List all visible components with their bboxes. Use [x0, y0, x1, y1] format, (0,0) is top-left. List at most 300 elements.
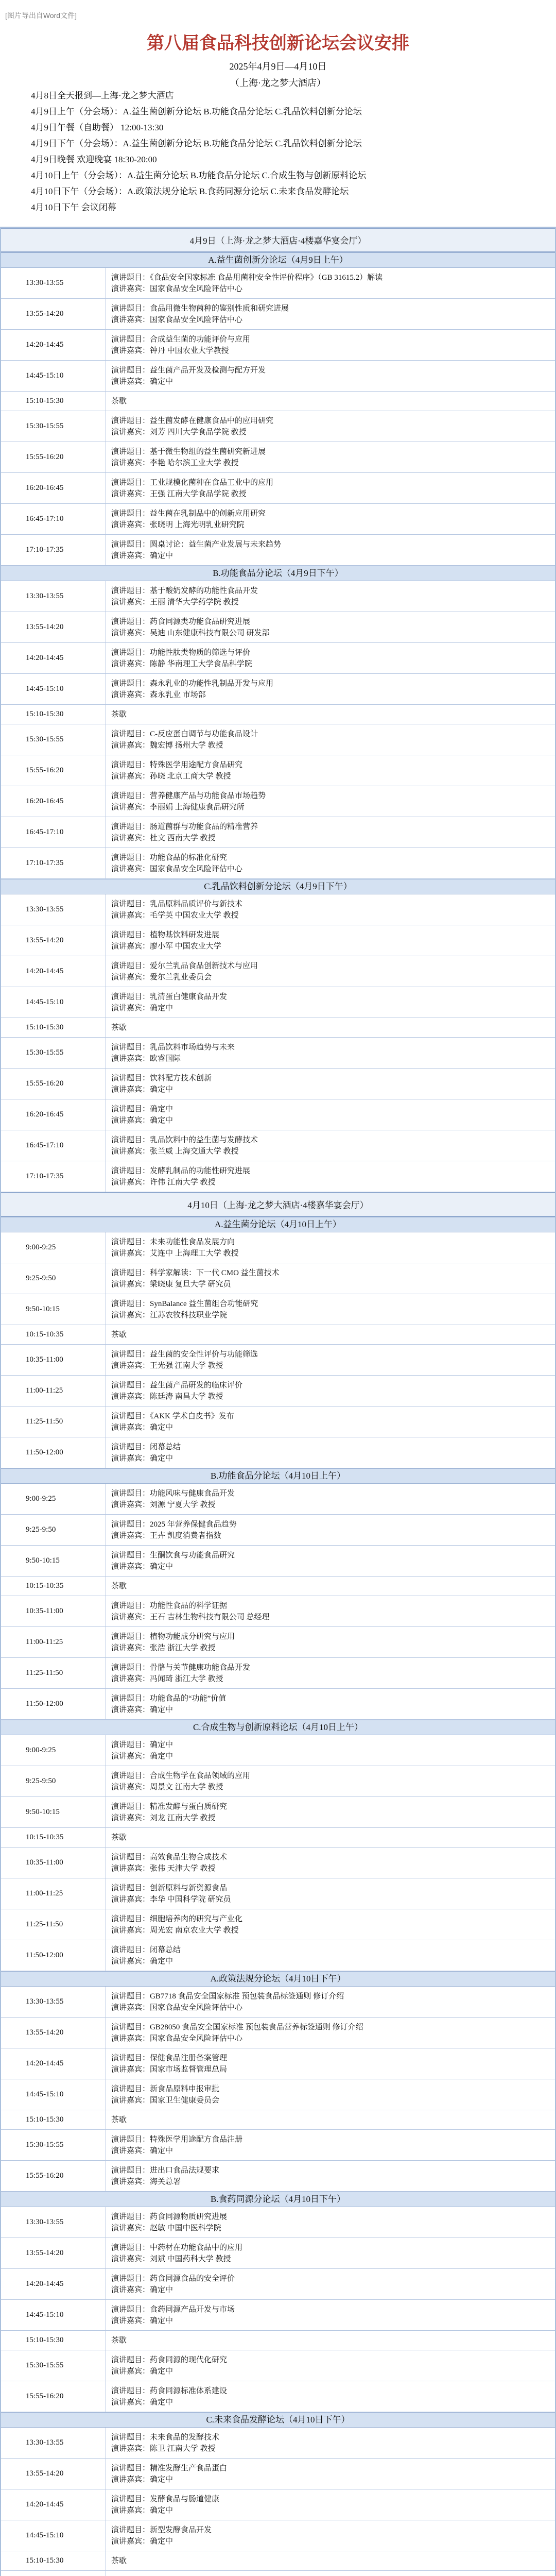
- session-time: 14:20-14:45: [26, 967, 64, 975]
- session-details: [106, 330, 555, 360]
- session-details: [106, 1658, 555, 1688]
- session-time: 9:50-10:15: [26, 1556, 60, 1565]
- session-topic: 演讲题目：闭幕总结: [111, 1945, 181, 1954]
- table-row: [1, 1766, 555, 1797]
- session-details: [106, 2130, 555, 2160]
- session-details: [106, 755, 555, 786]
- session-details: [106, 2079, 555, 2110]
- session-details: [106, 1263, 555, 1294]
- session-time: 16:20-16:45: [26, 1110, 64, 1118]
- table-row: [1, 1828, 555, 1848]
- table-row: [1, 330, 555, 361]
- session-speaker: 演讲嘉宾：王石 吉林生物科技有限公司 总经理: [111, 1613, 270, 1621]
- session-topic: 演讲题目：未来食品的发酵技术: [111, 2433, 220, 2442]
- session-topic: 演讲题目：GB28050 食品安全国家标准 预包装食品营养标签通则 修订介绍: [111, 2023, 363, 2031]
- session-topic: 茶歇: [111, 2115, 127, 2124]
- overview-line: 4月10日下午 会议闭幕: [31, 202, 116, 212]
- session-topic: 演讲题目：基于微生物组的益生菌研究新进展: [111, 447, 266, 456]
- session-topic: 茶歇: [111, 397, 127, 405]
- table-row: [1, 643, 555, 674]
- session-details: [106, 1909, 555, 1940]
- session-topic: 演讲题目：药食同源类功能食品研究进展: [111, 617, 251, 626]
- session-topic: 演讲题目：确定中: [111, 1105, 173, 1113]
- session-topic: 演讲题目：高效食品生物合成技术: [111, 1853, 228, 1861]
- session-details: [106, 2238, 555, 2268]
- table-row: [1, 925, 555, 956]
- session-speaker: 演讲嘉宾：确定中: [111, 1116, 173, 1125]
- session-speaker: 演讲嘉宾：张晓明 上海光明乳业研究院: [111, 520, 245, 529]
- table-row: [1, 2551, 555, 2571]
- session-topic: 演讲题目：合成生物学在食品领域的应用: [111, 1771, 251, 1780]
- table-row: [1, 1627, 555, 1658]
- session-time: 14:45-15:10: [26, 998, 64, 1006]
- session-topic: 演讲题目：工业规模化菌种在食品工业中的应用: [111, 478, 274, 487]
- session-details: [106, 1766, 555, 1797]
- session-topic: 演讲题目：功能食品的“功能”价值: [111, 1694, 227, 1703]
- session-details: [106, 411, 555, 442]
- table-row: [1, 2079, 555, 2110]
- table-row: [1, 2571, 555, 2576]
- session-time: 9:50-10:15: [26, 1305, 60, 1313]
- table-row: [1, 674, 555, 705]
- session-details: [106, 1797, 555, 1827]
- session-details: [106, 1232, 555, 1263]
- session-topic: 茶歇: [111, 2336, 127, 2345]
- session-time: 14:45-15:10: [26, 2531, 64, 2539]
- session-time: 10:15-10:35: [26, 1833, 64, 1841]
- session-time: 9:25-9:50: [26, 1274, 56, 1282]
- conference-venue: （上海·龙之梦大酒店）: [230, 78, 326, 88]
- session-topic: 演讲题目：药食同源物质研究进展: [111, 2212, 228, 2221]
- session-time: 15:30-15:55: [26, 2361, 64, 2369]
- session-speaker: 演讲嘉宾：确定中: [111, 551, 173, 560]
- session-speaker: 演讲嘉宾：国家食品安全风险评估中心: [111, 865, 243, 873]
- session-topic: 演讲题目：C-反应蛋白调节与功能食品设计: [111, 730, 258, 738]
- session-time: 14:20-14:45: [26, 2059, 64, 2067]
- session-speaker: 演讲嘉宾：国家卫生健康委员会: [111, 2096, 220, 2105]
- session-speaker: 演讲嘉宾：确定中: [111, 1562, 173, 1571]
- overview-line: 4月9日晚餐 欢迎晚宴 18:30-20:00: [31, 155, 157, 164]
- session-time: 13:55-14:20: [26, 936, 64, 944]
- table-row: [1, 535, 555, 566]
- session-topic: 演讲题目：食品用微生物菌种的鉴别性质和研究进展: [111, 304, 289, 313]
- session-speaker: 演讲嘉宾：周光宏 南京农业大学 教授: [111, 1926, 239, 1935]
- session-topic: 演讲题目：闭幕总结: [111, 1443, 181, 1451]
- table-row: [1, 1232, 555, 1263]
- session-time: 11:00-11:25: [26, 1638, 63, 1646]
- session-speaker: 演讲嘉宾：王光强 江南大学 教授: [111, 1361, 223, 1370]
- session-time: 13:30-13:55: [26, 1997, 64, 2006]
- session-details: [106, 1828, 555, 1847]
- session-details: [106, 2489, 555, 2520]
- session-time: 9:25-9:50: [26, 1526, 56, 1534]
- table-row: [1, 504, 555, 535]
- session-speaker: 演讲嘉宾：确定中: [111, 2506, 173, 2515]
- session-time: 14:45-15:10: [26, 2311, 64, 2319]
- session-details: [106, 1940, 555, 1971]
- session-speaker: 演讲嘉宾：李艳 哈尔滨工业大学 教授: [111, 459, 239, 467]
- table-row: [1, 2350, 555, 2381]
- session-speaker: 演讲嘉宾：李丽娟 上海健康食品研究所: [111, 803, 245, 811]
- table-row: [1, 2161, 555, 2192]
- table-row: [1, 755, 555, 786]
- session-time: 13:55-14:20: [26, 2469, 64, 2478]
- session-topic: 演讲题目：2025 年营养保健食品趋势: [111, 1520, 237, 1529]
- session-speaker: 演讲嘉宾：确定中: [111, 2316, 173, 2325]
- session-time: 11:50-12:00: [26, 1700, 63, 1708]
- session-topic: 演讲题目：骨骼与关节健康功能食品开发: [111, 1663, 251, 1672]
- session-time: 15:30-15:55: [26, 2141, 64, 2149]
- session-topic: 演讲题目：细胞培养肉的研究与产业化: [111, 1914, 243, 1923]
- session-speaker: 演讲嘉宾：杜文 西南大学 教授: [111, 834, 216, 842]
- table-row: [1, 2520, 555, 2551]
- session-topic: 茶歇: [111, 1023, 127, 1032]
- session-speaker: 演讲嘉宾：确定中: [111, 1423, 173, 1432]
- table-row: [1, 1161, 555, 1192]
- session-time: 16:20-16:45: [26, 797, 64, 805]
- session-speaker: 演讲嘉宾：张兰威 上海交通大学 教授: [111, 1147, 239, 1156]
- session-time: 15:55-16:20: [26, 1079, 64, 1088]
- session-details: [106, 1987, 555, 2017]
- session-speaker: 演讲嘉宾：毛学英 中国农业大学 教授: [111, 911, 239, 920]
- session-details: [106, 2551, 555, 2570]
- session-speaker: 演讲嘉宾：确定中: [111, 1085, 173, 1094]
- session-details: [106, 2428, 555, 2458]
- session-topic: 演讲题目：益生菌在乳制品中的创新应用研究: [111, 509, 266, 518]
- session-details: [106, 2300, 555, 2330]
- session-topic: 演讲题目：基于酸奶发酵的功能性食品开发: [111, 586, 258, 595]
- session-topic: 演讲题目：植物基饮料研发进展: [111, 930, 220, 939]
- session-topic: 演讲题目：GB7718 食品安全国家标准 预包装食品标签通则 修订介绍: [111, 1992, 344, 2001]
- session-time: 17:10-17:35: [26, 859, 64, 867]
- session-topic: 茶歇: [111, 710, 127, 719]
- session-topic: 演讲题目：新型发酵食品开发: [111, 2526, 212, 2534]
- session-time: 9:00-9:25: [26, 1746, 56, 1754]
- session-details: [106, 1627, 555, 1657]
- session-speaker: 演讲嘉宾：张浩 浙江大学 教授: [111, 1643, 216, 1652]
- session-time: 14:20-14:45: [26, 2500, 64, 2509]
- session-time: 16:20-16:45: [26, 484, 64, 492]
- session-time: 13:30-13:55: [26, 2218, 64, 2226]
- session-speaker: 演讲嘉宾：刘源 宁夏大学 教授: [111, 1500, 216, 1509]
- session-speaker: 演讲嘉宾：确定中: [111, 2398, 173, 2406]
- session-details: [106, 705, 555, 724]
- session-time: 9:50-10:15: [26, 1808, 60, 1816]
- session-topic: 演讲题目：肠道菌群与功能食品的精准营养: [111, 822, 258, 831]
- session-details: [106, 504, 555, 534]
- table-row: [1, 581, 555, 612]
- session-details: [106, 2207, 555, 2238]
- session-time: 16:45-17:10: [26, 828, 64, 836]
- schedule-table: [0, 227, 556, 2576]
- table-row: [1, 1940, 555, 1971]
- session-speaker: 演讲嘉宾：森永乳业 市场部: [111, 690, 206, 699]
- session-time: 15:55-16:20: [26, 453, 64, 461]
- session-details: [106, 1376, 555, 1406]
- session-time: 15:10-15:30: [26, 2115, 64, 2124]
- session-time: 13:30-13:55: [26, 592, 64, 600]
- session-time: 14:45-15:10: [26, 2090, 64, 2098]
- table-row: [1, 2459, 555, 2489]
- session-topic: 演讲题目：益生菌产品开发及检测与配方开发: [111, 366, 266, 375]
- day-banner: 4月10日（上海·龙之梦大酒店·4楼嘉华宴会厅）: [1, 1192, 555, 1217]
- session-details: [106, 268, 555, 298]
- session-topic: 演讲题目：乳品原料品质评价与新技术: [111, 900, 243, 908]
- table-row: [1, 1689, 555, 1720]
- table-row: [1, 1038, 555, 1069]
- session-speaker: 演讲嘉宾：确定中: [111, 2146, 173, 2155]
- session-details: [106, 1596, 555, 1626]
- table-row: [1, 817, 555, 848]
- table-row: [1, 1069, 555, 1099]
- session-speaker: 演讲嘉宾：确定中: [111, 377, 173, 386]
- session-time: 9:00-9:25: [26, 1495, 56, 1503]
- session-details: [106, 1689, 555, 1719]
- forum-heading: A.益生菌创新分论坛（4月9日上午）: [1, 252, 555, 268]
- forum-heading: C.未来食品发酵论坛（4月10日下午）: [1, 2412, 555, 2428]
- session-speaker: 演讲嘉宾：冯闻琦 浙江大学 教授: [111, 1674, 223, 1683]
- session-speaker: 演讲嘉宾：艾连中 上海理工大学 教授: [111, 1249, 239, 1258]
- session-speaker: 演讲嘉宾：陈廷涛 南昌大学 教授: [111, 1392, 223, 1401]
- session-time: 13:55-14:20: [26, 2028, 64, 2037]
- session-time: 13:30-13:55: [26, 905, 64, 913]
- session-topic: 演讲题目：益生菌产品研发的临床评价: [111, 1381, 243, 1389]
- table-row: [1, 2300, 555, 2331]
- session-speaker: 演讲嘉宾：陈静 华南理工大学食品科学院: [111, 659, 252, 668]
- session-speaker: 演讲嘉宾：确定中: [111, 2367, 173, 2376]
- session-details: [106, 956, 555, 987]
- overview-line: 4月9日上午（分会场）：A.益生菌创新分论坛 B.功能食品分论坛 C.乳品饮料创新分论坛: [31, 107, 362, 116]
- session-speaker: 演讲嘉宾：陈卫 江南大学 教授: [111, 2444, 216, 2453]
- table-row: [1, 1325, 555, 1345]
- table-row: [1, 2489, 555, 2520]
- session-details: [106, 1848, 555, 1878]
- session-details: [106, 894, 555, 925]
- session-topic: 演讲题目：新食品原料申报审批: [111, 2084, 220, 2093]
- session-speaker: 演讲嘉宾：确定中: [111, 1454, 173, 1463]
- table-row: [1, 2428, 555, 2459]
- session-speaker: 演讲嘉宾：王强 江南大学食品学院 教授: [111, 489, 247, 498]
- session-time: 14:20-14:45: [26, 2280, 64, 2288]
- session-topic: 茶歇: [111, 1582, 127, 1590]
- session-topic: 演讲题目：精准发酵生产食品蛋白: [111, 2464, 228, 2472]
- table-row: [1, 987, 555, 1018]
- session-topic: 演讲题目：森永乳业的功能性乳制品开发与应用: [111, 679, 274, 688]
- table-row: [1, 1515, 555, 1546]
- session-time: 15:10-15:30: [26, 710, 64, 718]
- table-row: [1, 2238, 555, 2269]
- session-topic: 演讲题目：营养健康产品与功能食品市场趋势: [111, 791, 266, 800]
- session-speaker: 演讲嘉宾：国家食品安全风险评估中心: [111, 315, 243, 324]
- session-topic: 演讲题目：食药同源产品开发与市场: [111, 2305, 235, 2314]
- session-speaker: 演讲嘉宾：刘龙 江南大学 教授: [111, 1814, 216, 1822]
- session-speaker: 演讲嘉宾：李华 中国科学院 研究员: [111, 1895, 231, 1904]
- session-speaker: 演讲嘉宾：确定中: [111, 2475, 173, 2484]
- session-details: [106, 1515, 555, 1545]
- table-row: [1, 1596, 555, 1627]
- session-details: [106, 612, 555, 642]
- forum-heading: C.乳品饮料创新分论坛（4月9日下午）: [1, 879, 555, 894]
- session-time: 15:10-15:30: [26, 2336, 64, 2344]
- session-details: [106, 1161, 555, 1192]
- table-row: [1, 1130, 555, 1161]
- table-row: [1, 1878, 555, 1909]
- session-time: 15:55-16:20: [26, 766, 64, 774]
- session-speaker: 演讲嘉宾：刘芳 四川大学食品学院 教授: [111, 428, 247, 436]
- session-topic: 演讲题目：功能风味与健康食品开发: [111, 1489, 235, 1498]
- session-time: 10:15-10:35: [26, 1582, 64, 1590]
- table-row: [1, 724, 555, 755]
- table-row: [1, 1484, 555, 1515]
- session-time: 15:30-15:55: [26, 1048, 64, 1057]
- session-speaker: 演讲嘉宾：国家食品安全风险评估中心: [111, 2034, 243, 2043]
- session-topic: 演讲题目：乳品饮料市场趋势与未来: [111, 1043, 235, 1052]
- session-topic: 演讲题目：《食品安全国家标准 食品用菌种安全性评价程序》（GB 31615.2）解读: [111, 273, 383, 282]
- page-title: 第八届食品科技创新论坛会议安排: [147, 34, 409, 53]
- session-time: 15:10-15:30: [26, 397, 64, 405]
- session-speaker: 演讲嘉宾：确定中: [111, 1752, 173, 1760]
- session-topic: 茶歇: [111, 2556, 127, 2565]
- session-details: [106, 535, 555, 565]
- session-time: 14:45-15:10: [26, 685, 64, 693]
- day-banner: 4月9日（上海·龙之梦大酒店·4楼嘉华宴会厅）: [1, 228, 555, 252]
- session-topic: 演讲题目：进出口食品法规要求: [111, 2166, 220, 2175]
- session-details: [106, 1130, 555, 1161]
- session-details: [106, 2048, 555, 2079]
- table-row: [1, 1294, 555, 1325]
- session-time: 9:00-9:25: [26, 1243, 56, 1251]
- session-speaker: 演讲嘉宾：周景文 江南大学 教授: [111, 1783, 223, 1791]
- session-topic: 演讲题目：保健食品注册备案管理: [111, 2054, 228, 2062]
- session-time: [1, 2571, 106, 2576]
- session-details: [106, 2331, 555, 2350]
- export-source-label: [图片导出自Word文件]: [5, 11, 77, 20]
- session-time: 11:25-11:50: [26, 1920, 63, 1928]
- overview-line: 4月9日下午（分会场）：A.益生菌创新分论坛 B.功能食品分论坛 C.乳品饮料创新分论坛: [31, 139, 362, 148]
- table-row: [1, 956, 555, 987]
- table-row: [1, 2381, 555, 2412]
- session-speaker: 演讲嘉宾：国家市场监督管理总局: [111, 2065, 228, 2074]
- session-details: [106, 786, 555, 817]
- table-row: [1, 705, 555, 724]
- session-details: [106, 1735, 555, 1766]
- table-row: [1, 361, 555, 392]
- session-topic: 演讲题目：精准发酵与蛋白质研究: [111, 1802, 228, 1811]
- table-row: [1, 1735, 555, 1766]
- session-speaker: 演讲嘉宾：确定中: [111, 2285, 173, 2294]
- session-speaker: 演讲嘉宾：国家食品安全风险评估中心: [111, 2003, 243, 2012]
- session-topic: 演讲题目：特殊医学用途配方食品研究: [111, 760, 243, 769]
- session-topic: 演讲题目：中药材在功能食品中的应用: [111, 2243, 243, 2252]
- session-details: [106, 361, 555, 391]
- session-topic: 演讲题目：确定中: [111, 1740, 173, 1749]
- table-row: [1, 299, 555, 330]
- forum-heading: C.合成生物与创新原料论坛（4月10日上午）: [1, 1720, 555, 1735]
- table-row: [1, 2207, 555, 2238]
- table-row: [1, 392, 555, 411]
- session-details: [106, 2110, 555, 2129]
- table-row: [1, 848, 555, 879]
- session-speaker: 演讲嘉宾：王卉 凯度消费者指数: [111, 1531, 221, 1540]
- session-details: [106, 1018, 555, 1037]
- session-topic: 茶歇: [111, 1330, 127, 1339]
- session-topic: 演讲题目：药食同源的现代化研究: [111, 2355, 228, 2364]
- session-details: [106, 848, 555, 878]
- session-time: 13:55-14:20: [26, 2249, 64, 2257]
- forum-heading: A.政策法规分论坛（4月10日下午）: [1, 1971, 555, 1987]
- session-speaker: 演讲嘉宾：廖小军 中国农业大学: [111, 942, 221, 951]
- session-topic: 茶歇: [111, 1833, 127, 1842]
- table-row: [1, 1577, 555, 1596]
- session-speaker: 演讲嘉宾：魏宏博 扬州大学 教授: [111, 741, 223, 750]
- session-time: 10:35-11:00: [26, 1355, 63, 1364]
- session-details: [106, 987, 555, 1018]
- session-topic: 演讲题目：药食同源标准体系建设: [111, 2386, 228, 2395]
- session-speaker: 演讲嘉宾：张伟 天津大学 教授: [111, 1864, 216, 1873]
- session-speaker: 演讲嘉宾：爱尔兰乳业委员会: [111, 973, 212, 981]
- session-time: 13:55-14:20: [26, 623, 64, 631]
- session-speaker: 演讲嘉宾：刘斌 中国药科大学 教授: [111, 2255, 231, 2263]
- session-speaker: 演讲嘉宾：吴迪 山东健康科技有限公司 研发部: [111, 629, 270, 637]
- forum-heading: B.功能食品分论坛（4月10日上午）: [1, 1468, 555, 1484]
- session-time: 11:50-12:00: [26, 1448, 63, 1456]
- session-topic: 演讲题目：特殊医学用途配方食品注册: [111, 2135, 243, 2144]
- session-topic: 演讲题目：益生菌的安全性评价与功能筛选: [111, 1350, 258, 1359]
- session-time: 11:00-11:25: [26, 1386, 63, 1395]
- table-row: [1, 1797, 555, 1828]
- session-speaker: 演讲嘉宾：赵敏 中国中医科学院: [111, 2224, 221, 2232]
- session-topic: 演讲题目：药食同源食品的安全评价: [111, 2274, 235, 2283]
- overview-line: 4月10日下午（分会场）：A.政策法规分论坛 B.食药同源分论坛 C.未来食品发酵论坛: [31, 187, 349, 196]
- session-time: 17:10-17:35: [26, 546, 64, 554]
- session-time: 11:25-11:50: [26, 1417, 63, 1426]
- session-details: [106, 2161, 555, 2191]
- session-time: 10:35-11:00: [26, 1858, 63, 1867]
- session-topic: 演讲题目：乳品饮料中的益生菌与发酵技术: [111, 1136, 258, 1144]
- document-header: [0, 31, 556, 90]
- conference-dates: 2025年4月9日—4月10日: [229, 61, 327, 72]
- session-speaker: 演讲嘉宾：钟丹 中国农业大学教授: [111, 346, 229, 355]
- table-row: [1, 2331, 555, 2350]
- session-details: [106, 2459, 555, 2489]
- session-topic: 演讲题目：功能性食品的科学证据: [111, 1601, 228, 1610]
- table-row: [1, 1376, 555, 1406]
- session-time: 14:20-14:45: [26, 341, 64, 349]
- session-time: 9:25-9:50: [26, 1777, 56, 1785]
- session-topic: 演讲题目：圆桌讨论：益生菌产业发展与未来趋势: [111, 540, 282, 549]
- session-topic: 演讲题目：植物功能成分研究与应用: [111, 1632, 235, 1641]
- table-row: [1, 2110, 555, 2130]
- session-speaker: 演讲嘉宾：欧睿国际: [111, 1054, 181, 1063]
- session-details: [106, 581, 555, 612]
- session-details: [106, 1325, 555, 1344]
- session-time: 14:45-15:10: [26, 371, 64, 380]
- forum-heading: A.益生菌分论坛（4月10日上午）: [1, 1217, 555, 1232]
- session-details: [106, 724, 555, 755]
- table-row: [1, 1909, 555, 1940]
- table-row: [1, 1406, 555, 1437]
- session-topic: 演讲题目：爱尔兰乳品食品创新技术与应用: [111, 961, 258, 970]
- session-topic: 演讲题目：生酮饮食与功能食品研究: [111, 1551, 235, 1560]
- table-row: [1, 2130, 555, 2161]
- session-time: 11:50-12:00: [26, 1951, 63, 1959]
- session-details: [106, 1406, 555, 1437]
- session-topic: 演讲题目：功能性肽类物质的筛选与评价: [111, 648, 251, 657]
- session-speaker: 演讲嘉宾：海关总署: [111, 2177, 181, 2186]
- table-row: [1, 1848, 555, 1878]
- table-row: [1, 786, 555, 817]
- session-topic: 演讲题目：未来功能性食品发展方向: [111, 1238, 235, 1246]
